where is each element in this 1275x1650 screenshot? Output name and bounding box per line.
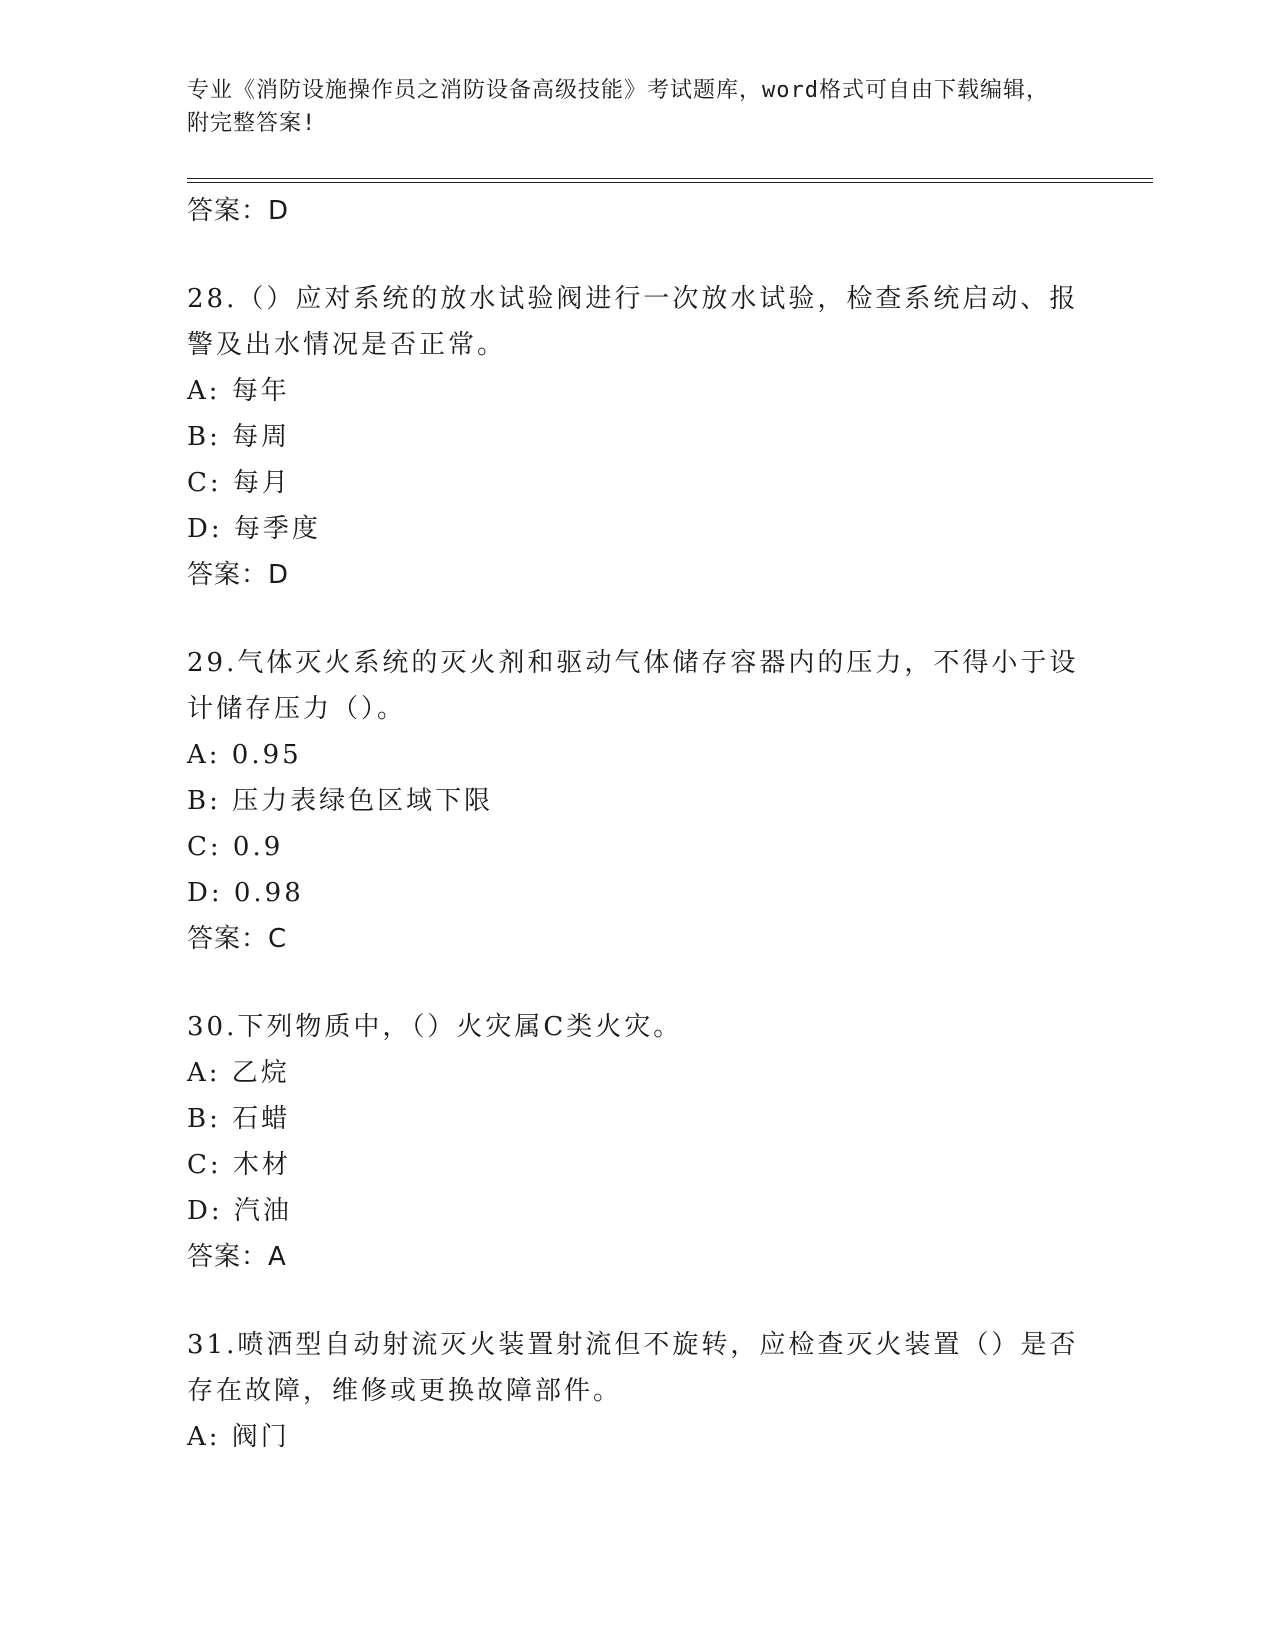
option-d: D: 0.98 bbox=[187, 878, 304, 908]
option-c: C: 木材 bbox=[187, 1150, 291, 1180]
question-text: 31.喷洒型自动射流灭火装置射流但不旋转，应检查灭火装置（）是否存在故障，维修或更换故障部件。 bbox=[187, 1330, 1079, 1406]
answer-line: 答案：C bbox=[187, 924, 288, 954]
option-c: C: 每月 bbox=[187, 468, 291, 498]
question-item bbox=[187, 1004, 1087, 1280]
question-text: 29.气体灭火系统的灭火剂和驱动气体储存容器内的压力，不得小于设计储存压力（）。 bbox=[187, 648, 1079, 724]
header-divider bbox=[187, 178, 1153, 183]
option-b: B: 每周 bbox=[187, 422, 291, 452]
answer-line: 答案：D bbox=[187, 560, 290, 590]
question-text: 28.（）应对系统的放水试验阀进行一次放水试验，检查系统启动、报警及出水情况是否正常。 bbox=[187, 284, 1079, 360]
option-d: D: 每季度 bbox=[187, 514, 321, 544]
option-a: A: 0.95 bbox=[187, 740, 302, 770]
option-a: A: 乙烷 bbox=[187, 1058, 290, 1088]
option-a: A: 阀门 bbox=[187, 1422, 290, 1452]
header-note: 专业《消防设施操作员之消防设备高级技能》考试题库，word格式可自由下载编辑，附完整答案! bbox=[187, 78, 1049, 136]
question-item bbox=[187, 276, 1087, 598]
option-b: B: 压力表绿色区域下限 bbox=[187, 786, 494, 816]
question-list bbox=[187, 188, 1087, 1460]
question-item bbox=[187, 1322, 1087, 1460]
question-text: 30.下列物质中，（）火灾属C类火灾。 bbox=[187, 1012, 683, 1042]
question-item bbox=[187, 640, 1087, 962]
answer-line: 答案：D bbox=[187, 196, 290, 226]
option-a: A: 每年 bbox=[187, 376, 290, 406]
option-d: D: 汽油 bbox=[187, 1196, 292, 1226]
option-b: B: 石蜡 bbox=[187, 1104, 291, 1134]
option-c: C: 0.9 bbox=[187, 832, 284, 862]
answer-line: 答案：A bbox=[187, 1242, 287, 1272]
